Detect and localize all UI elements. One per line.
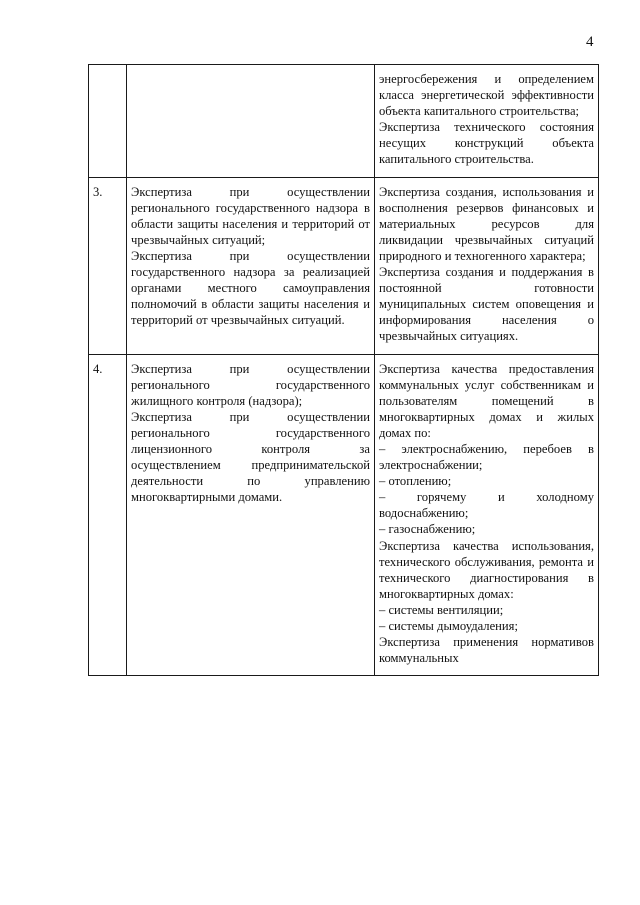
row-number-cell: 3. — [89, 177, 127, 354]
control-type-cell — [127, 177, 375, 354]
expertise-cell — [375, 354, 599, 676]
expertise-list-item: – горячему и холодному водоснабжению; — [379, 490, 594, 521]
expertise-paragraph: Экспертиза создания и поддержания в постоянной готовности муниципальных систем оповещения и информирования населения о чрезвычайных ситуациях. — [379, 265, 594, 344]
expertise-paragraph: Экспертиза применения нормативов коммунальных — [379, 635, 594, 666]
expertise-list-item: – системы дымоудаления; — [379, 619, 518, 633]
expertise-list-item: – системы вентиляции; — [379, 602, 504, 617]
expertise-list-item: – электроснабжению, перебоев в электроснабжении; — [379, 441, 594, 473]
expertise-paragraph: Экспертиза технического состояния несущих конструкций объекта капитального строительства. — [379, 120, 594, 167]
expertise-list-item: – отоплению; — [379, 474, 452, 489]
expertise-paragraph: энергосбережения и определением класса энергетической эффективности объекта капитального строительства; — [379, 72, 594, 119]
expertise-paragraph: Экспертиза качества использования, технического обслуживания, ремонта и технического диагностирования в многоквартирных домах: — [379, 538, 594, 601]
table-row — [89, 354, 599, 676]
services-table — [88, 64, 599, 676]
expertise-paragraph: Экспертиза создания, использования и восполнения резервов финансовых и материальных ресурсов для ликвидации чрезвычайных ситуаций природного и техногенного характера; — [379, 184, 594, 263]
expertise-cell — [375, 65, 599, 178]
table-row — [89, 177, 599, 354]
control-type-cell — [127, 65, 375, 178]
row-number-cell — [89, 65, 127, 178]
page-number: 4 — [586, 34, 594, 50]
control-type-paragraph: Экспертиза при осуществлении регионального государственного жилищного контроля (надзора); — [131, 361, 370, 408]
control-type-paragraph: Экспертиза при осуществлении государственного надзора за реализацией органами местного самоуправления полномочий в области защиты населения и территорий от чрезвычайных ситуаций. — [131, 248, 370, 328]
table-row — [89, 65, 599, 178]
control-type-cell — [127, 354, 375, 676]
control-type-paragraph: Экспертиза при осуществлении регионального государственного лицензионного контроля за осуществлением предпринимательской деятельности по управлению многоквартирными домами. — [131, 409, 370, 505]
expertise-paragraph: Экспертиза качества предоставления коммунальных услуг собственникам и пользователям помещений в многоквартирных домах и жилых домах по: — [379, 361, 594, 440]
control-type-paragraph: Экспертиза при осуществлении регионального государственного надзора в области защиты населения и территорий от чрезвычайных ситуаций; — [131, 184, 370, 247]
expertise-cell — [375, 177, 599, 354]
row-number-cell: 4. — [89, 354, 127, 676]
expertise-list-item: – газоснабжению; — [379, 522, 476, 537]
